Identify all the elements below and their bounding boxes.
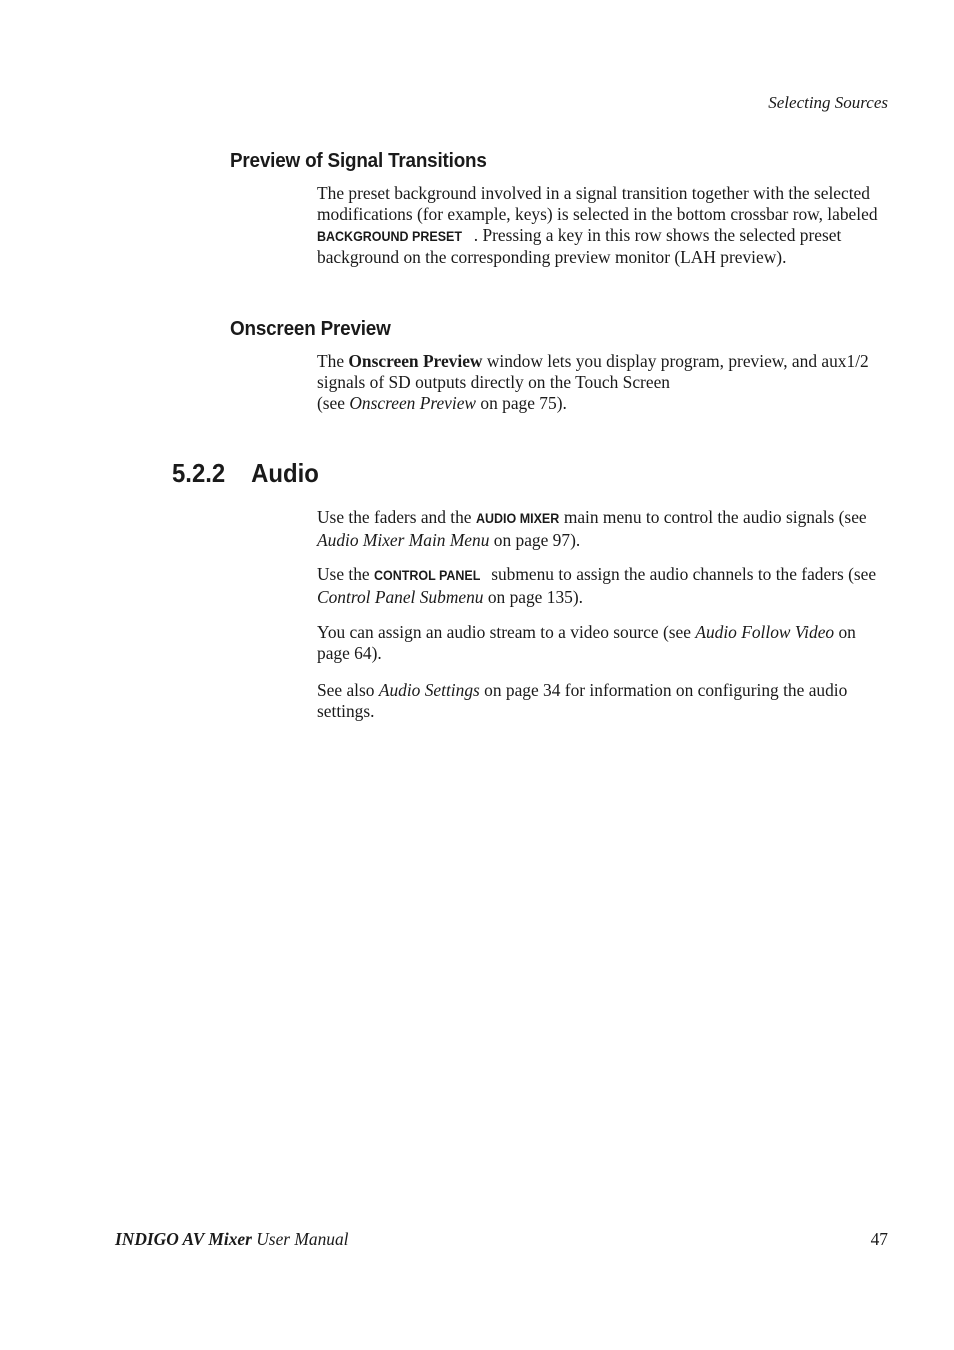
xref-audio-settings[interactable]: Audio Settings: [378, 680, 480, 700]
audio-paragraph-3: You can assign an audio stream to a video source (see Audio Follow Video on page 64).: [317, 622, 856, 663]
audio-paragraph-4: See also Audio Settings on page 34 for information on configuring the audio settings.: [317, 680, 848, 721]
ui-label-background-preset: BACKGROUND PRESET: [317, 228, 462, 245]
ui-label-control-panel: CONTROL PANEL: [374, 568, 481, 584]
audio-paragraph-1: Use the faders and the AUDIO MIXER main menu to control the audio signals (see Audio Mixer Main Menu on page 97).: [317, 507, 867, 550]
footer-document-title: INDIGO AV Mixer User Manual: [115, 1229, 349, 1249]
section-heading-audio: 5.2.2 Audio: [172, 458, 319, 488]
heading-preview-of-signal-transitions: Preview of Signal Transitions: [230, 149, 487, 172]
xref-control-panel-submenu[interactable]: Control Panel Submenu: [317, 586, 484, 607]
bold-term: Onscreen Preview: [348, 351, 483, 371]
xref-onscreen-preview[interactable]: Onscreen Preview: [349, 392, 477, 413]
onscreen-paragraph: The Onscreen Preview window lets you display program, preview, and aux1/2 signals of SD outputs directly on the Touch Screen (see Onscreen Preview on page 75).: [317, 351, 869, 413]
running-head: Selecting Sources: [768, 93, 888, 112]
page-number: 47: [870, 1229, 888, 1249]
heading-onscreen-preview: Onscreen Preview: [230, 317, 391, 340]
ui-label-audio-mixer: AUDIO MIXER: [475, 511, 560, 527]
preview-paragraph: The preset background involved in a signal transition together with the selected modifications (for example, keys) is selected in the bottom crossbar row, labeled BACKGROUND PRESET . Pressing a key in this row shows the selected preset background on the corresponding preview monitor (LAH preview).: [317, 183, 878, 268]
xref-audio-follow-video[interactable]: Audio Follow Video: [695, 622, 835, 642]
xref-audio-mixer-main-menu[interactable]: Audio Mixer Main Menu: [317, 529, 490, 550]
audio-paragraph-2: Use the CONTROL PANEL submenu to assign the audio channels to the faders (see Control Panel Submenu on page 135).: [317, 564, 877, 607]
